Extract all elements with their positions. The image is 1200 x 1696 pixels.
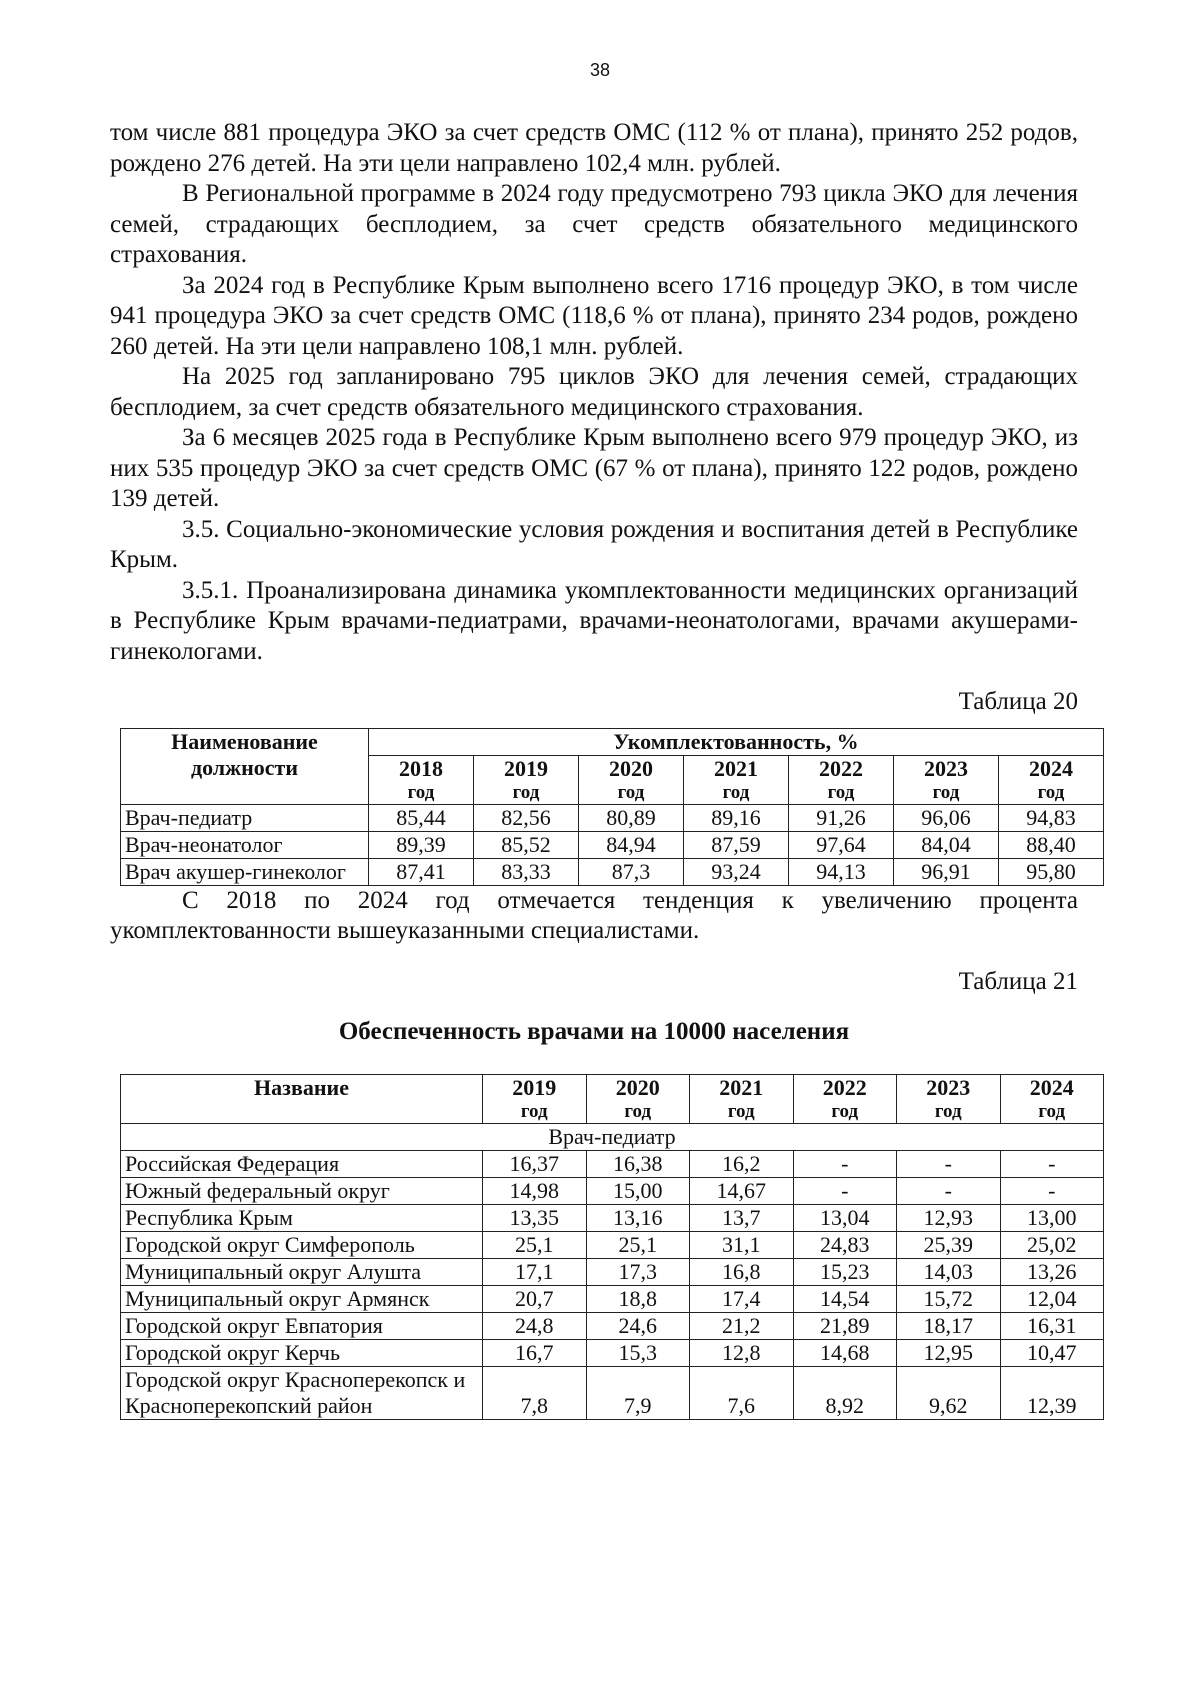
paragraph-5: За 6 месяцев 2025 года в Республике Крым выполнено всего 979 процедур ЭКО, из них 535 процедур ЭКО за счет средств ОМС (67 % от плана), принято 122 родов, рождено 139 детей. bbox=[110, 424, 1078, 512]
table-cell: 25,1 bbox=[483, 1231, 587, 1258]
table-cell: 14,03 bbox=[897, 1258, 1001, 1285]
table-cell: 15,00 bbox=[586, 1177, 690, 1204]
table-cell: 94,83 bbox=[999, 804, 1104, 831]
year-suffix: год bbox=[1038, 1100, 1066, 1122]
year-label: 2024 bbox=[1029, 755, 1073, 781]
year-header-2024 bbox=[1000, 1074, 1104, 1123]
year-label: 2019 bbox=[512, 1074, 557, 1100]
year-label: 2024 bbox=[1029, 1074, 1074, 1100]
year-suffix: год bbox=[407, 781, 435, 803]
table-cell: 17,3 bbox=[586, 1258, 690, 1285]
table-cell: 18,17 bbox=[897, 1312, 1001, 1339]
year-label: 2022 bbox=[822, 1074, 867, 1100]
table-cell: 21,89 bbox=[793, 1312, 897, 1339]
year-label: 2023 bbox=[926, 1074, 971, 1100]
table-cell: 12,39 bbox=[1000, 1366, 1104, 1419]
table-row bbox=[121, 831, 1104, 858]
table-cell: 16,8 bbox=[690, 1258, 794, 1285]
table-cell: 84,04 bbox=[894, 831, 999, 858]
doctors-per-population-table bbox=[120, 1074, 1104, 1420]
year-label: 2022 bbox=[819, 755, 863, 781]
table-cell: 16,37 bbox=[483, 1150, 587, 1177]
table-cell: 20,7 bbox=[483, 1285, 587, 1312]
table-20-caption: Таблица 20 bbox=[958, 688, 1078, 715]
section-heading-3-5-1: 3.5.1. Проанализирована динамика укомплектованности медицинских организаций в Республике Крым врачами-педиатрами, врачами-неонатологами, врачами акушерами-гинекологами. bbox=[110, 576, 1078, 665]
table-cell: 10,47 bbox=[1000, 1339, 1104, 1366]
year-suffix: год bbox=[520, 1100, 548, 1122]
table-header-row bbox=[121, 1074, 1104, 1123]
paragraph-2: В Региональной программе в 2024 году предусмотрено 793 цикла ЭКО для лечения семей, страдающих бесплодием, за счет средств обязательного медицинского страхования. bbox=[110, 180, 1078, 268]
table-cell: 14,98 bbox=[483, 1177, 587, 1204]
table-row bbox=[121, 1339, 1104, 1366]
year-header-2020 bbox=[579, 755, 684, 804]
table-cell: 21,2 bbox=[690, 1312, 794, 1339]
table-cell: 24,83 bbox=[793, 1231, 897, 1258]
table-row bbox=[121, 804, 1104, 831]
table-cell: 13,16 bbox=[586, 1204, 690, 1231]
table-row bbox=[121, 858, 1104, 885]
row-label: Республика Крым bbox=[121, 1204, 483, 1231]
table-cell: 12,04 bbox=[1000, 1285, 1104, 1312]
year-suffix: год bbox=[727, 1100, 755, 1122]
row-label: Южный федеральный округ bbox=[121, 1177, 483, 1204]
year-header-2020 bbox=[586, 1074, 690, 1123]
row-label: Муниципальный округ Алушта bbox=[121, 1258, 483, 1285]
table-header-row bbox=[121, 728, 1104, 755]
row-label: Врач акушер-гинеколог bbox=[121, 858, 369, 885]
table-cell: - bbox=[897, 1150, 1001, 1177]
table-row bbox=[121, 1312, 1104, 1339]
year-header-2022 bbox=[793, 1074, 897, 1123]
row-label: Врач-педиатр bbox=[121, 804, 369, 831]
year-header-2023 bbox=[897, 1074, 1001, 1123]
table-cell: 16,31 bbox=[1000, 1312, 1104, 1339]
table-row bbox=[121, 1204, 1104, 1231]
table-cell: - bbox=[1000, 1150, 1104, 1177]
year-label: 2023 bbox=[924, 755, 968, 781]
table-cell: - bbox=[793, 1150, 897, 1177]
row-label: Муниципальный округ Армянск bbox=[121, 1285, 483, 1312]
table-cell: 18,8 bbox=[586, 1285, 690, 1312]
year-header-2021 bbox=[690, 1074, 794, 1123]
table-cell: 8,92 bbox=[793, 1366, 897, 1419]
table-cell: 15,23 bbox=[793, 1258, 897, 1285]
year-suffix: год bbox=[722, 781, 750, 803]
year-suffix: год bbox=[827, 781, 855, 803]
year-suffix: год bbox=[934, 1100, 962, 1122]
column-header-name: Название bbox=[121, 1074, 483, 1123]
table-cell: 25,02 bbox=[1000, 1231, 1104, 1258]
table-cell: 87,3 bbox=[579, 858, 684, 885]
table-cell: 97,64 bbox=[789, 831, 894, 858]
table-cell: 7,9 bbox=[586, 1366, 690, 1419]
table-cell: 14,67 bbox=[690, 1177, 794, 1204]
table-body bbox=[121, 1150, 1104, 1419]
table-row bbox=[121, 1150, 1104, 1177]
section-heading-3-5: 3.5. Социально-экономические условия рождения и воспитания детей в Республике Крым. bbox=[110, 515, 1078, 573]
table-21-caption: Таблица 21 bbox=[958, 967, 1078, 995]
year-header-2021 bbox=[684, 755, 789, 804]
paragraph-1: том числе 881 процедура ЭКО за счет средств ОМС (112 % от плана), принято 252 родов, рождено 276 детей. На эти цели направлено 102,4 млн. рублей. bbox=[110, 119, 1078, 177]
table-cell: 17,1 bbox=[483, 1258, 587, 1285]
row-label: Городской округ Евпатория bbox=[121, 1312, 483, 1339]
table-cell: 25,39 bbox=[897, 1231, 1001, 1258]
year-header-2024 bbox=[999, 755, 1104, 804]
table-cell: 91,26 bbox=[789, 804, 894, 831]
row-label: Городской округ Керчь bbox=[121, 1339, 483, 1366]
table-cell: 95,80 bbox=[999, 858, 1104, 885]
table-cell: 12,93 bbox=[897, 1204, 1001, 1231]
row-label: Городской округ Симферополь bbox=[121, 1231, 483, 1258]
table-cell: 7,8 bbox=[483, 1366, 587, 1419]
table-cell: - bbox=[793, 1177, 897, 1204]
table-cell: 12,95 bbox=[897, 1339, 1001, 1366]
year-label: 2020 bbox=[609, 755, 653, 781]
paragraph-4: На 2025 год запланировано 795 циклов ЭКО для лечения семей, страдающих бесплодием, за счет средств обязательного медицинского страхования. bbox=[110, 363, 1078, 421]
table-cell: 16,2 bbox=[690, 1150, 794, 1177]
year-label: 2018 bbox=[399, 755, 443, 781]
year-label: 2021 bbox=[719, 1074, 764, 1100]
table-cell: 24,6 bbox=[586, 1312, 690, 1339]
table-cell: 31,1 bbox=[690, 1231, 794, 1258]
table-cell: 88,40 bbox=[999, 831, 1104, 858]
table-subheader: Врач-педиатр bbox=[121, 1123, 1104, 1150]
table-21-title: Обеспеченность врачами на 10000 населения bbox=[338, 1018, 850, 1045]
year-header-2019 bbox=[474, 755, 579, 804]
table-cell: 87,41 bbox=[369, 858, 474, 885]
table-cell: 15,3 bbox=[586, 1339, 690, 1366]
table-cell: 85,44 bbox=[369, 804, 474, 831]
table-cell: 13,26 bbox=[1000, 1258, 1104, 1285]
table-cell: 17,4 bbox=[690, 1285, 794, 1312]
year-header-2023 bbox=[894, 755, 999, 804]
year-header-2019 bbox=[483, 1074, 587, 1123]
document-body bbox=[110, 118, 1078, 1420]
page-number: 38 bbox=[589, 60, 611, 80]
year-label: 2020 bbox=[615, 1074, 660, 1100]
table-cell: 89,39 bbox=[369, 831, 474, 858]
table-cell: 13,35 bbox=[483, 1204, 587, 1231]
table-cell: - bbox=[897, 1177, 1001, 1204]
paragraph-3: За 2024 год в Республике Крым выполнено всего 1716 процедур ЭКО, в том числе 941 процедура ЭКО за счет средств ОМС (118,6 % от плана), принято 234 родов, рождено 260 детей. На эти цели направлено 108,1 млн. рублей. bbox=[110, 271, 1078, 360]
year-suffix: год bbox=[624, 1100, 652, 1122]
table-cell: 84,94 bbox=[579, 831, 684, 858]
table-row bbox=[121, 1231, 1104, 1258]
table-cell: 16,7 bbox=[483, 1339, 587, 1366]
table-cell: 83,33 bbox=[474, 858, 579, 885]
table-cell: - bbox=[1000, 1177, 1104, 1204]
table-cell: 13,7 bbox=[690, 1204, 794, 1231]
year-suffix: год bbox=[512, 781, 540, 803]
year-suffix: год bbox=[831, 1100, 859, 1122]
year-label: 2019 bbox=[504, 755, 548, 781]
table-cell: 7,6 bbox=[690, 1366, 794, 1419]
table-body bbox=[121, 804, 1104, 885]
year-suffix: год bbox=[617, 781, 645, 803]
year-suffix: год bbox=[1037, 781, 1065, 803]
row-label: Городской округ Красноперекопск и Красноперекопский район bbox=[121, 1366, 483, 1419]
table-cell: 12,8 bbox=[690, 1339, 794, 1366]
table-cell: 16,38 bbox=[586, 1150, 690, 1177]
table-cell: 85,52 bbox=[474, 831, 579, 858]
paragraph-after-table-20: С 2018 по 2024 год отмечается тенденция к увеличению процента укомплектованности вышеуказанными специалистами. bbox=[110, 886, 1078, 944]
table-cell: 87,59 bbox=[684, 831, 789, 858]
table-cell: 13,00 bbox=[1000, 1204, 1104, 1231]
year-header-2022 bbox=[789, 755, 894, 804]
table-cell: 13,04 bbox=[793, 1204, 897, 1231]
table-row bbox=[121, 1366, 1104, 1419]
table-cell: 14,54 bbox=[793, 1285, 897, 1312]
table-cell: 9,62 bbox=[897, 1366, 1001, 1419]
row-label: Российская Федерация bbox=[121, 1150, 483, 1177]
staffing-table bbox=[120, 728, 1104, 886]
table-cell: 94,13 bbox=[789, 858, 894, 885]
table-row bbox=[121, 1258, 1104, 1285]
table-subheader-row bbox=[121, 1123, 1104, 1150]
table-row bbox=[121, 1177, 1104, 1204]
table-cell: 96,91 bbox=[894, 858, 999, 885]
year-header-2018 bbox=[369, 755, 474, 804]
row-label: Врач-неонатолог bbox=[121, 831, 369, 858]
column-group-header: Укомплектованность, % bbox=[369, 728, 1104, 755]
table-row bbox=[121, 1285, 1104, 1312]
table-cell: 96,06 bbox=[894, 804, 999, 831]
table-cell: 14,68 bbox=[793, 1339, 897, 1366]
table-cell: 25,1 bbox=[586, 1231, 690, 1258]
table-cell: 89,16 bbox=[684, 804, 789, 831]
year-label: 2021 bbox=[714, 755, 758, 781]
year-suffix: год bbox=[932, 781, 960, 803]
table-cell: 24,8 bbox=[483, 1312, 587, 1339]
table-cell: 82,56 bbox=[474, 804, 579, 831]
table-cell: 15,72 bbox=[897, 1285, 1001, 1312]
table-cell: 93,24 bbox=[684, 858, 789, 885]
table-cell: 80,89 bbox=[579, 804, 684, 831]
column-header-position: Наименование должности bbox=[121, 728, 369, 804]
